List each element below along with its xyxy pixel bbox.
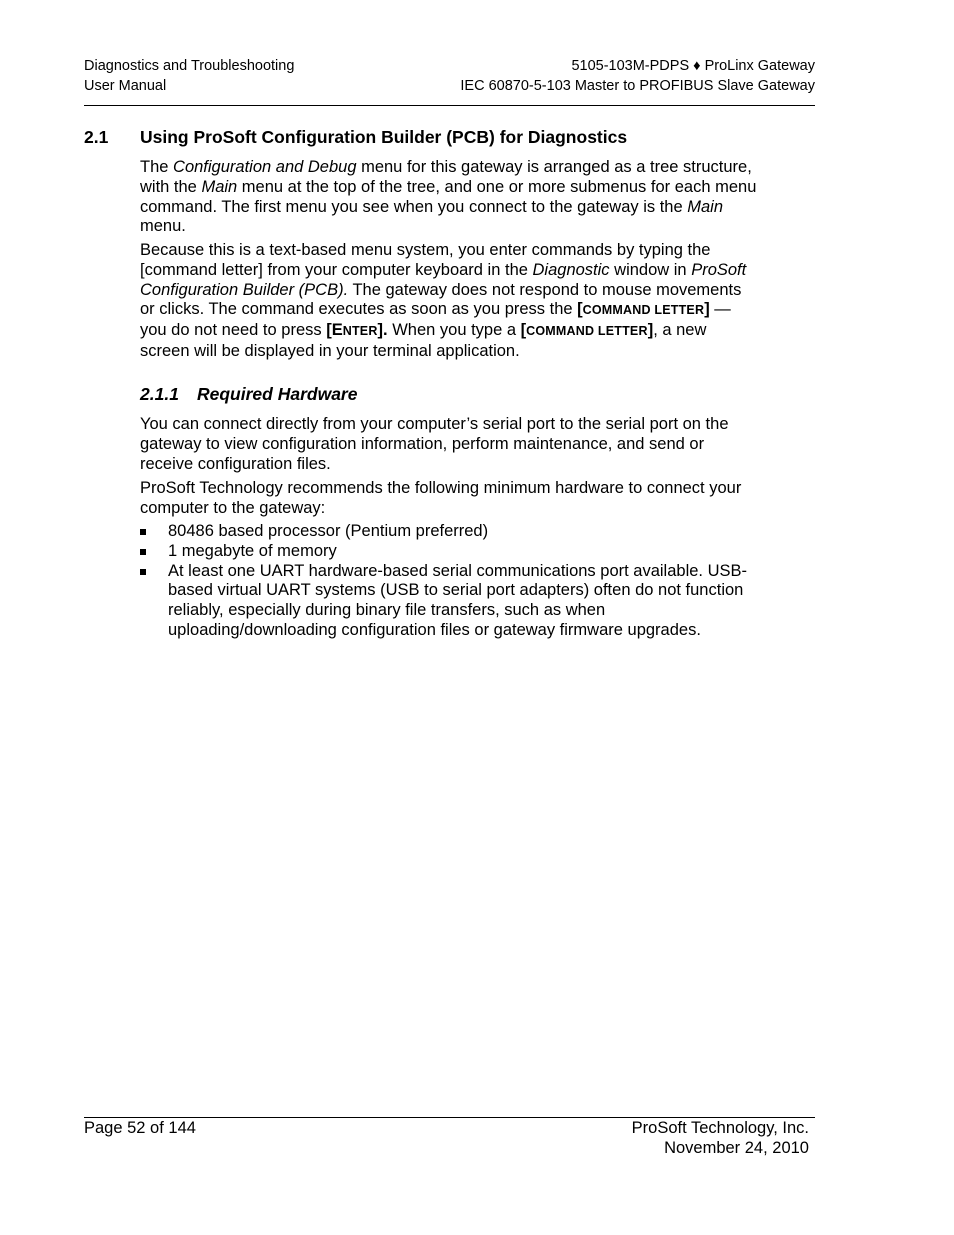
section-heading (84, 126, 627, 148)
paragraph-text: ProSoft Technology recommends the following minimum hardware to connect your computer to the gateway: (140, 479, 742, 517)
italic-term: Main (687, 197, 724, 216)
header-chapter: Diagnostics and Troubleshooting (84, 58, 295, 74)
bullet-square-icon (140, 569, 146, 575)
header-rule (84, 105, 815, 106)
header-left (84, 57, 294, 96)
header-product: 5105-103M-PDPS ♦ ProLinx Gateway (571, 58, 815, 74)
list-item-text: 1 megabyte of memory (168, 541, 337, 560)
section-paragraph-1 (140, 158, 760, 237)
list-item (140, 542, 760, 562)
subsection-paragraph-2 (140, 479, 760, 519)
subsection-heading (140, 383, 357, 405)
bullet-square-icon (140, 529, 146, 535)
text-run: The (140, 158, 174, 176)
section-paragraph-2 (140, 241, 760, 362)
italic-term: Configuration and Debug (173, 158, 357, 176)
italic-term: Main (201, 177, 238, 196)
key-command-letter: [COMMAND LETTER] (577, 300, 710, 319)
key-enter: [ENTER]. (326, 321, 388, 340)
header-right (460, 57, 815, 96)
hardware-requirements-list (140, 522, 760, 641)
italic-term: ProSoft Configuration Builder (PCB). (140, 260, 747, 299)
text-run: menu at the top of the tree, and one or more submenus for each menu command. The first menu you see when you connect to the gateway is the (140, 177, 757, 216)
key-command-letter: [COMMAND LETTER] (520, 321, 654, 340)
list-item-text: 80486 based processor (Pentium preferred) (168, 522, 489, 540)
header-doc-type: User Manual (84, 77, 167, 94)
list-item (140, 522, 760, 542)
text-run: The gateway does not respond to mouse movements or clicks. The command executes as soon as you press the (140, 280, 742, 319)
list-item-text: At least one UART hardware-based serial communications port available. USB-based virtual UART systems (USB to serial port adapters) often do not function reliably, especially during binary file transfers, such as when uploading/downloading configuration files or gateway firmware upgrades. (168, 561, 747, 639)
bullet-square-icon (140, 549, 146, 555)
text-run: Because this is a text-based menu system, you enter commands by typing the [command letter] from your computer keyboard in the (140, 241, 711, 279)
subsection-paragraph-1 (140, 415, 760, 474)
footer-company: ProSoft Technology, Inc. (631, 1119, 809, 1137)
header-product-desc: IEC 60870-5-103 Master to PROFIBUS Slave Gateway (460, 77, 815, 94)
text-run: menu for this gateway is arranged as a tree structure, with the (140, 158, 752, 196)
text-run: window in (609, 260, 692, 279)
text-run: — you do not need to press (140, 300, 731, 340)
section-number: 2.1 (84, 127, 109, 147)
text-run: When you type a (387, 321, 521, 340)
subsection-title: Required Hardware (197, 384, 358, 404)
page-number: Page 52 of 144 (84, 1119, 196, 1137)
italic-term: Diagnostic (532, 260, 610, 279)
footer-rule (84, 1117, 815, 1118)
footer-right (632, 1119, 809, 1159)
paragraph-text: You can connect directly from your computer’s serial port to the serial port on the gateway to view configuration information, perform maintenance, and send or receive configuration files. (140, 415, 729, 473)
subsection-number: 2.1.1 (140, 384, 179, 404)
footer-date: November 24, 2010 (664, 1138, 809, 1157)
section-title: Using ProSoft Configuration Builder (PCB) for Diagnostics (140, 127, 628, 147)
text-run: , a new screen will be displayed in your terminal application. (140, 321, 707, 360)
text-run: menu. (140, 217, 186, 236)
list-item (140, 562, 760, 641)
